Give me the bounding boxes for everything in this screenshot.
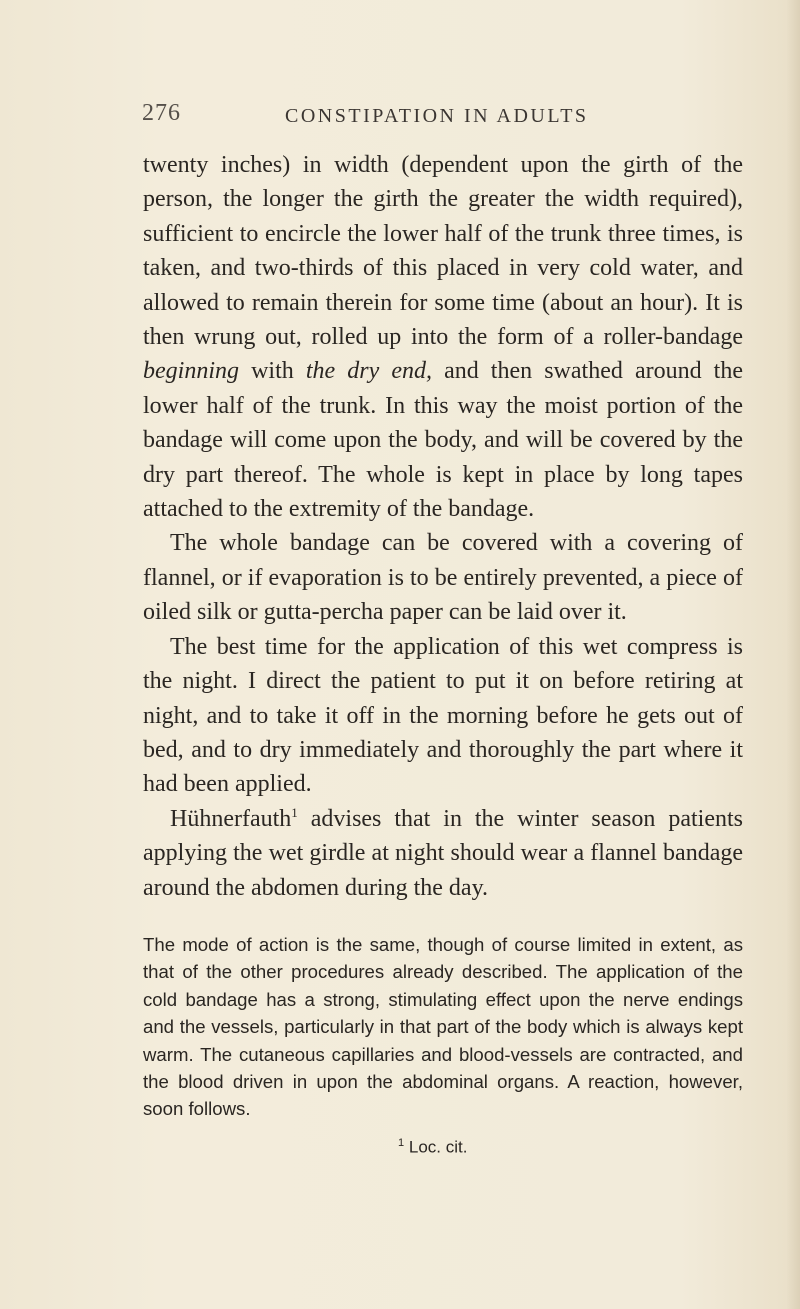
author-name: Hühnerfauth	[170, 805, 292, 832]
emphasis-dry-end: the dry end,	[305, 358, 432, 385]
page-edge-shadow	[786, 0, 800, 1309]
paragraph-1: twenty inches) in width (dependent upon the girth of the person, the longer the girth the greater the width required), sufficient to encircle the lower half of the trunk three times, is taken, and two-thirds of this placed in very cold water, and allowed to remain therein for some time (about an hour). It is then wrung out, rolled up into the form of a roller-bandage beginning with the dry end, and then swathed around the lower half of the trunk. In this way the moist portion of the bandage will come upon the body, and will be covered by the dry part thereof. The whole is kept in place by long tapes attached to the extremity of the bandage.	[143, 152, 743, 523]
footnote	[398, 1137, 467, 1158]
footnote-text: Loc. cit.	[408, 1137, 468, 1157]
footnote-reference: 1	[291, 804, 298, 820]
footnote-mark: 1	[398, 1137, 405, 1149]
page-header	[142, 100, 642, 140]
running-head: CONSTIPATION IN ADULTS	[285, 105, 589, 127]
paragraph-4: Hühnerfauth$^1$ advises that in the winter season patients applying the wet girdle at night should wear a flannel bandage around the abdomen during the day.	[143, 804, 743, 901]
page-number: 276	[142, 100, 181, 126]
small-print-section	[143, 931, 743, 1123]
body-text	[143, 148, 743, 905]
paragraph-3: The best time for the application of this wet compress is the night. I direct the patient to put it on before retiring at night, and to take it off in the morning before he gets out of bed, and to dry immediately and thoroughly the part where it had been applied.	[143, 633, 743, 798]
emphasis-beginning: beginning	[143, 358, 239, 385]
small-paragraph: The mode of action is the same, though of course limited in extent, as that of the other procedures already described. The application of the cold bandage has a strong, stimulating effect upon the nerve endings and the vessels, particularly in that part of the body which is always kept warm. The cutaneous capillaries and blood-vessels are contracted, and the blood driven in upon the abdominal organs. A reaction, however, soon follows.	[143, 934, 743, 1120]
paragraph-2: The whole bandage can be covered with a covering of flannel, or if evaporation is to be entirely prevented, a piece of oiled silk or gutta-percha paper can be laid over it.	[143, 530, 743, 626]
